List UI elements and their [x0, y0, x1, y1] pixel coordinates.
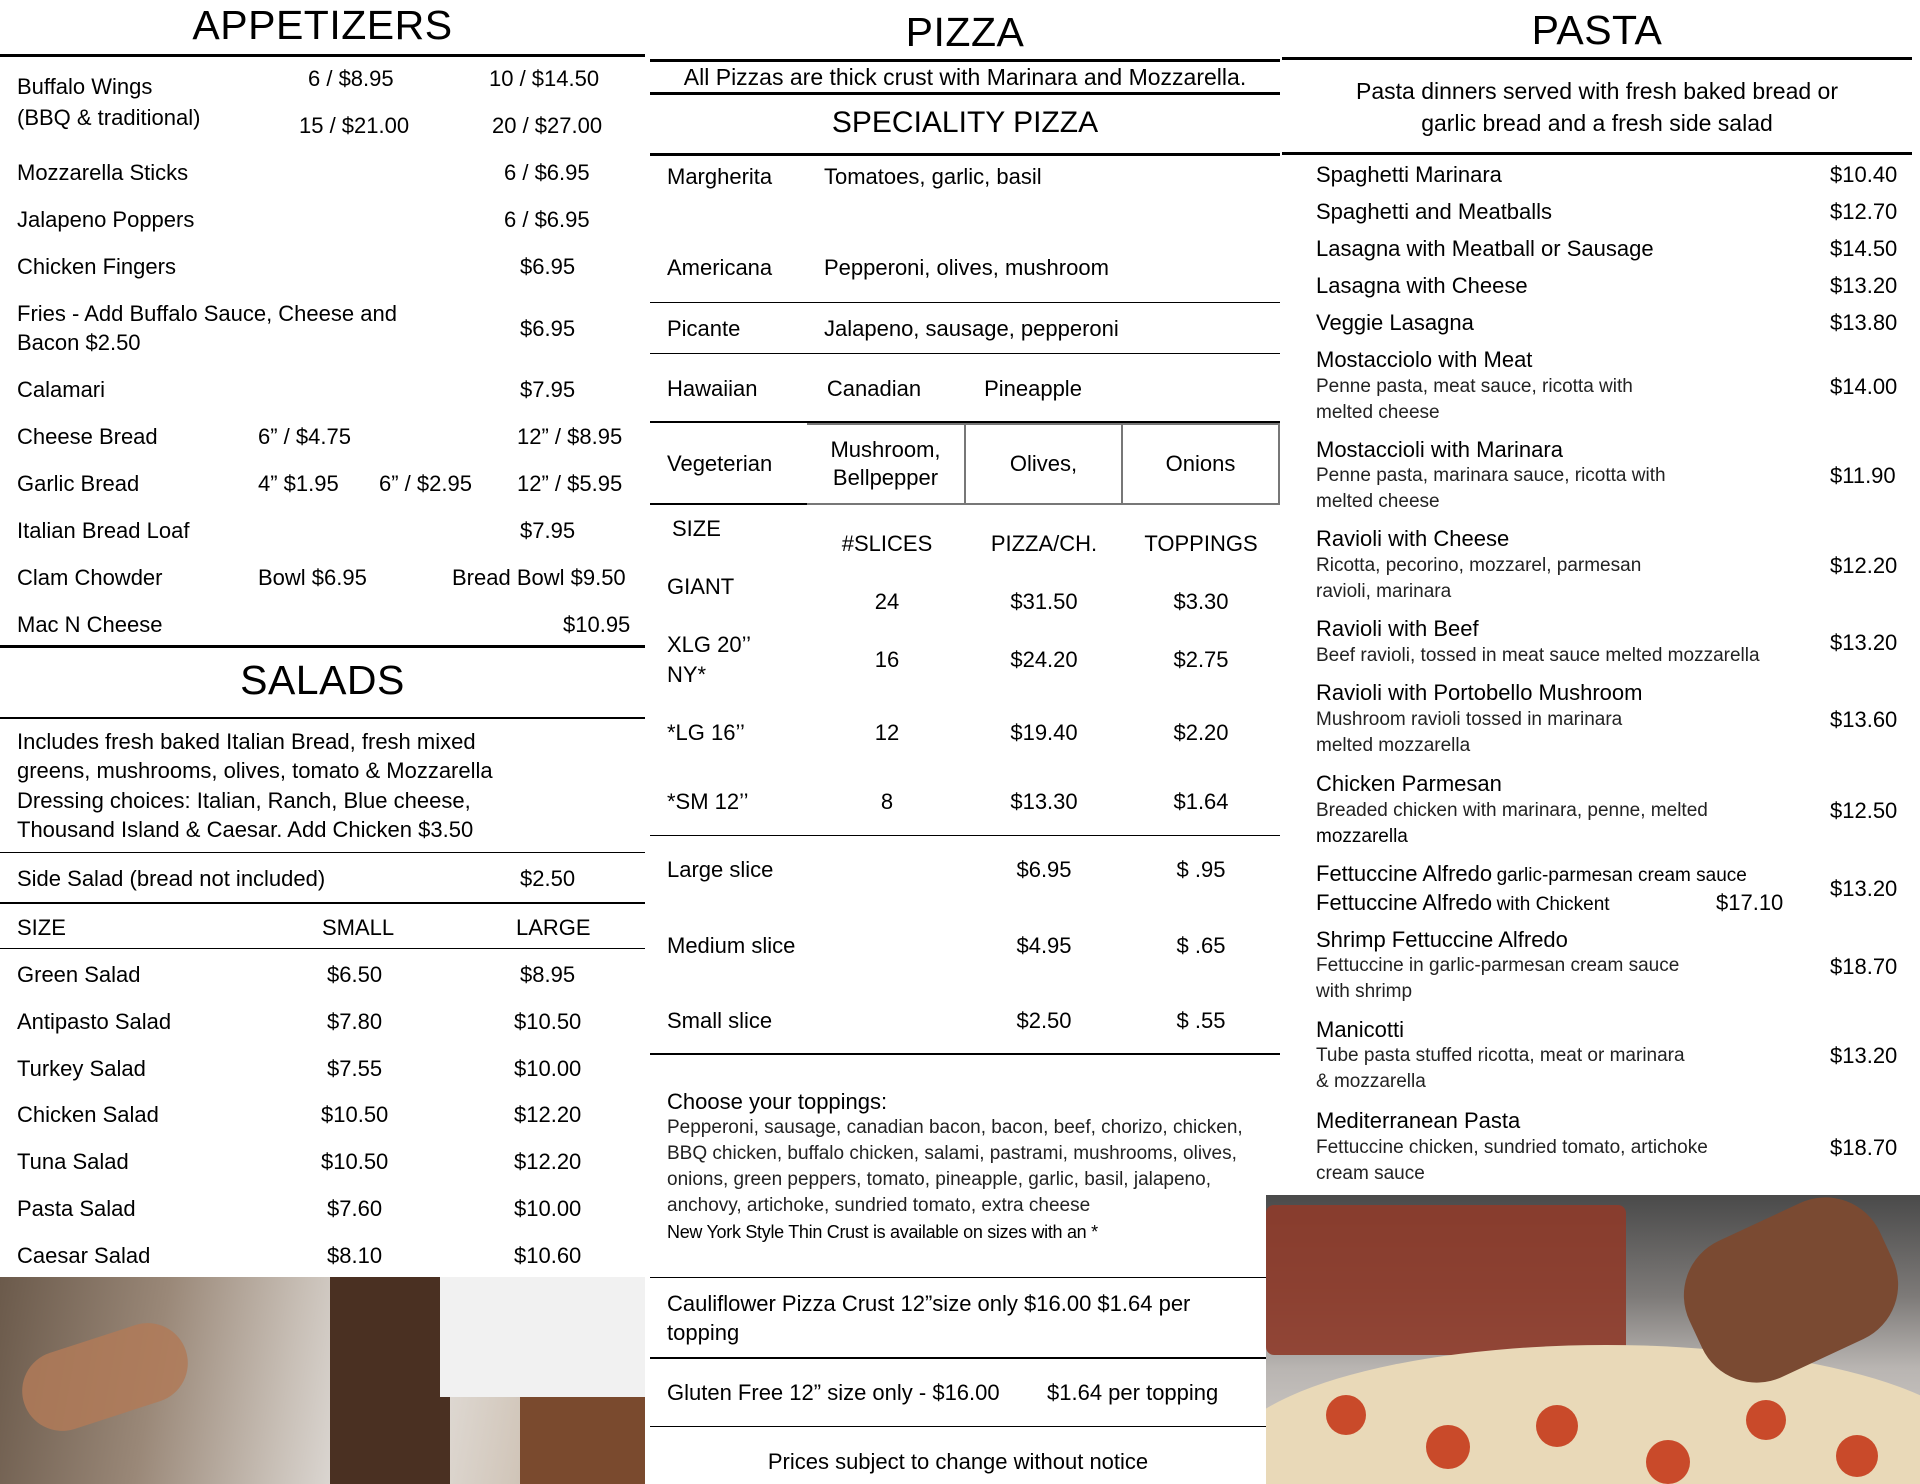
- fettuccine-chicken-row: [1316, 890, 1610, 916]
- vegeterian-name: Vegeterian: [667, 451, 773, 476]
- divider: [0, 852, 645, 853]
- oven-shape: [520, 1397, 645, 1484]
- arm-shape: [330, 1277, 450, 1484]
- garlic-bread-price-4: 4” $1.95: [258, 471, 339, 496]
- size-label-note: NY*: [667, 662, 707, 687]
- slice-name: Large slice: [667, 857, 774, 882]
- pepperoni-shape: [1326, 1395, 1366, 1435]
- mediterranean-pasta-name: Mediterranean Pasta: [1316, 1108, 1521, 1133]
- size-label: *SM 12’’: [667, 789, 749, 814]
- hawaiian-topping-2: Pineapple: [984, 376, 1082, 401]
- salad-name: Caesar Salad: [17, 1243, 151, 1268]
- buffalo-price-20: 20 / $27.00: [492, 113, 603, 138]
- salad-small-price: $8.10: [327, 1243, 383, 1268]
- salad-large-price: $10.00: [514, 1196, 582, 1221]
- fettuccine-alfredo-desc: garlic-parmesan cream sauce: [1496, 865, 1747, 886]
- pepperoni-shape: [1646, 1440, 1690, 1484]
- cauliflower-crust-line-2: topping: [667, 1320, 740, 1345]
- vegeterian-topping-3: Onions: [1165, 451, 1236, 476]
- size-slices: 8: [880, 789, 894, 814]
- salads-desc-line-3: Dressing choices: Italian, Ranch, Blue cheese,: [17, 788, 471, 813]
- divider: [650, 353, 1280, 354]
- pasta-title: PASTA: [1531, 7, 1663, 53]
- divider: [0, 54, 645, 57]
- margherita-name: Margherita: [667, 164, 773, 189]
- pasta-intro-line-1: Pasta dinners served with fresh baked bread or: [1356, 78, 1838, 104]
- divider: [650, 302, 1280, 303]
- pasta-item-price: $13.80: [1830, 310, 1898, 335]
- toppings-title: Choose your toppings:: [667, 1089, 888, 1114]
- salad-large-price: $10.00: [514, 1056, 582, 1081]
- buffalo-wings-subtitle: (BBQ & traditional): [17, 105, 201, 130]
- speciality-pizza-title: SPECIALITY PIZZA: [831, 106, 1099, 139]
- americana-name: Americana: [667, 255, 773, 280]
- cheese-bread-name: Cheese Bread: [17, 424, 158, 449]
- fettuccine-alfredo-name: Fettuccine Alfredo: [1316, 861, 1493, 886]
- size-header: SIZE: [672, 516, 721, 541]
- pasta-intro-line-2: garlic bread and a fresh side salad: [1421, 110, 1773, 136]
- size-topping-price: $1.64: [1173, 789, 1229, 814]
- size-price: $31.50: [1010, 589, 1078, 614]
- price-change-notice: Prices subject to change without notice: [767, 1449, 1149, 1474]
- calamari-name: Calamari: [17, 377, 106, 402]
- buffalo-wings-name: Buffalo Wings: [17, 74, 153, 99]
- divider: [0, 902, 645, 904]
- slice-topping-price: $ .55: [1176, 1008, 1226, 1033]
- size-label: *LG 16’’: [667, 720, 745, 745]
- vegeterian-topping-2-cell: [964, 423, 1123, 505]
- ny-style-note: New York Style Thin Crust is available on sizes with an *: [667, 1222, 1098, 1242]
- toppings-line-3: onions, green peppers, tomato, pineapple, garlic, basil, jalapeno,: [667, 1169, 1211, 1190]
- divider: [650, 92, 1280, 95]
- fettuccine-chicken-desc: with Chickent: [1496, 894, 1610, 915]
- divider: [0, 717, 645, 719]
- salad-name: Chicken Salad: [17, 1102, 159, 1127]
- pasta-item-name: Veggie Lasagna: [1316, 310, 1474, 335]
- mostaccioli-meat-name: Mostacciolo with Meat: [1316, 347, 1533, 372]
- slice-topping-price: $ .65: [1176, 933, 1226, 958]
- salad-large-price: $12.20: [514, 1149, 582, 1174]
- divider: [650, 1357, 1266, 1359]
- gluten-free-topping-price: $1.64 per topping: [1047, 1380, 1219, 1405]
- salad-small-price: $6.50: [327, 962, 383, 987]
- manicotti-price: $13.20: [1830, 1043, 1898, 1068]
- divider: [0, 948, 645, 949]
- ravioli-cheese-desc-2: ravioli, marinara: [1316, 581, 1452, 602]
- pasta-item-name: Lasagna with Meatball or Sausage: [1316, 236, 1654, 261]
- ravioli-portobello-desc-2: melted mozzarella: [1316, 735, 1471, 756]
- pepperoni-shape: [1836, 1435, 1878, 1477]
- mostaccioli-marinara-price: $11.90: [1830, 463, 1896, 488]
- fettuccine-alfredo-price: $13.20: [1830, 876, 1898, 901]
- pasta-item-price: $10.40: [1830, 162, 1898, 187]
- margherita-desc: Tomatoes, garlic, basil: [824, 164, 1042, 189]
- mozzarella-sticks-name: Mozzarella Sticks: [17, 160, 189, 185]
- buffalo-price-6: 6 / $8.95: [308, 66, 394, 91]
- shrimp-fettuccine-name: Shrimp Fettuccine Alfredo: [1316, 927, 1568, 952]
- fries-name: Fries - Add Buffalo Sauce, Cheese and: [17, 301, 397, 326]
- mostaccioli-meat-desc-1: Penne pasta, meat sauce, ricotta with: [1316, 376, 1633, 397]
- salads-title: SALADS: [240, 657, 405, 703]
- toppings-header: TOPPINGS: [1144, 531, 1258, 556]
- divider: [0, 645, 645, 648]
- ravioli-beef-desc: Beef ravioli, tossed in meat sauce melted mozzarella: [1316, 645, 1760, 666]
- ravioli-portobello-desc-1: Mushroom ravioli tossed in marinara: [1316, 709, 1623, 730]
- slice-topping-price: $ .95: [1176, 857, 1226, 882]
- size-topping-price: $2.75: [1173, 647, 1229, 672]
- size-slices: 24: [874, 589, 900, 614]
- mac-n-cheese-name: Mac N Cheese: [17, 612, 163, 637]
- buffalo-price-10: 10 / $14.50: [489, 66, 600, 91]
- size-topping-price: $2.20: [1173, 720, 1229, 745]
- mediterranean-pasta-desc-1: Fettuccine chicken, sundried tomato, artichoke: [1316, 1137, 1708, 1158]
- jalapeno-poppers-price: 6 / $6.95: [504, 207, 590, 232]
- divider: [650, 59, 1280, 62]
- divider: [650, 1053, 1280, 1055]
- hand-shape: [12, 1313, 198, 1442]
- salad-large-price: $12.20: [514, 1102, 582, 1127]
- salad-name: Turkey Salad: [17, 1056, 146, 1081]
- salad-name: Pasta Salad: [17, 1196, 136, 1221]
- shrimp-fettuccine-price: $18.70: [1830, 954, 1898, 979]
- fettuccine-alfredo-row: [1316, 861, 1747, 887]
- appetizers-salads-column: [0, 0, 645, 1484]
- fries-addon: Bacon $2.50: [17, 330, 141, 355]
- side-salad-price: $2.50: [520, 866, 576, 891]
- toppings-line-1: Pepperoni, sausage, canadian bacon, bacon, beef, chorizo, chicken,: [667, 1117, 1243, 1138]
- manicotti-name: Manicotti: [1316, 1017, 1405, 1042]
- garlic-bread-price-6: 6” / $2.95: [379, 471, 472, 496]
- salads-desc-line-2: greens, mushrooms, olives, tomato & Mozzarella: [17, 758, 493, 783]
- mediterranean-pasta-desc-2: cream sauce: [1316, 1163, 1425, 1184]
- clam-chowder-bowl-price: Bowl $6.95: [258, 565, 367, 590]
- size-label: GIANT: [667, 574, 735, 599]
- chicken-fingers-name: Chicken Fingers: [17, 254, 176, 279]
- chicken-fingers-price: $6.95: [520, 254, 576, 279]
- chicken-parmesan-price: $12.50: [1830, 798, 1898, 823]
- slice-name: Small slice: [667, 1008, 773, 1033]
- pasta-item-price: $14.50: [1830, 236, 1898, 261]
- size-topping-price: $3.30: [1173, 589, 1229, 614]
- salad-small-price: $10.50: [321, 1149, 389, 1174]
- toppings-line-4: anchovy, artichoke, sundried tomato, extra cheese: [667, 1195, 1091, 1216]
- hawaiian-name: Hawaiian: [667, 376, 758, 401]
- divider: [650, 153, 1280, 156]
- salads-desc-line-4: Thousand Island & Caesar. Add Chicken $3.50: [17, 817, 474, 842]
- pizza-price-header: PIZZA/CH.: [990, 531, 1098, 556]
- divider: [650, 1277, 1266, 1278]
- cheese-bread-price-6: 6” / $4.75: [258, 424, 351, 449]
- mostaccioli-meat-desc-2: melted cheese: [1316, 402, 1440, 423]
- clam-chowder-name: Clam Chowder: [17, 565, 163, 590]
- appetizers-title: APPETIZERS: [192, 2, 453, 48]
- calamari-price: $7.95: [520, 377, 576, 402]
- vegeterian-topping-1b: Bellpepper: [832, 465, 939, 490]
- pasta-item-name: Spaghetti Marinara: [1316, 162, 1502, 187]
- ravioli-cheese-desc-1: Ricotta, pecorino, mozzarel, parmesan: [1316, 555, 1642, 576]
- salad-large-price: $10.60: [514, 1243, 582, 1268]
- size-price: $19.40: [1010, 720, 1078, 745]
- salad-small-price: $7.55: [327, 1056, 383, 1081]
- size-slices: 12: [874, 720, 900, 745]
- mostaccioli-marinara-name: Mostaccioli with Marinara: [1316, 437, 1563, 462]
- ravioli-cheese-name: Ravioli with Cheese: [1316, 526, 1510, 551]
- shrimp-fettuccine-desc-2: with shrimp: [1316, 981, 1413, 1002]
- sauce-pan-shape: [1266, 1205, 1626, 1355]
- salad-size-header: SIZE: [17, 915, 66, 940]
- side-salad-name: Side Salad (bread not included): [17, 866, 326, 891]
- salad-small-price: $10.50: [321, 1102, 389, 1127]
- vegeterian-topping-2: Olives,: [1009, 451, 1078, 476]
- size-price: $24.20: [1010, 647, 1078, 672]
- size-slices: 16: [874, 647, 900, 672]
- pepperoni-shape: [1536, 1405, 1578, 1447]
- mozzarella-sticks-price: 6 / $6.95: [504, 160, 590, 185]
- apron-shape: [440, 1277, 645, 1397]
- pizza-column: [650, 0, 1280, 1484]
- salad-large-header: LARGE: [516, 915, 591, 940]
- salad-small-header: SMALL: [322, 915, 395, 940]
- chef-photo: [0, 1277, 645, 1484]
- mostaccioli-meat-price: $14.00: [1830, 374, 1898, 399]
- slice-name: Medium slice: [667, 933, 796, 958]
- pasta-item-name: Spaghetti and Meatballs: [1316, 199, 1553, 224]
- clam-chowder-breadbowl-price: Bread Bowl $9.50: [452, 565, 626, 590]
- pepperoni-shape: [1426, 1425, 1470, 1469]
- vegeterian-topping-3-cell: [1121, 423, 1280, 505]
- ravioli-beef-price: $13.20: [1830, 630, 1898, 655]
- size-label: XLG 20’’: [667, 632, 751, 657]
- toppings-line-2: BBQ chicken, buffalo chicken, salami, pastrami, mushrooms, olives,: [667, 1143, 1237, 1164]
- buffalo-price-15: 15 / $21.00: [299, 113, 410, 138]
- slice-price: $4.95: [1016, 933, 1072, 958]
- mostaccioli-marinara-desc-2: melted cheese: [1316, 491, 1440, 512]
- mostaccioli-marinara-desc-1: Penne pasta, marinara sauce, ricotta with: [1316, 465, 1666, 486]
- mediterranean-pasta-price: $18.70: [1830, 1135, 1898, 1160]
- salads-desc-line-1: Includes fresh baked Italian Bread, fresh mixed: [17, 729, 476, 754]
- vegeterian-topping-1-cell: [807, 423, 966, 505]
- divider: [650, 503, 807, 505]
- slices-header: #SLICES: [841, 531, 933, 556]
- gluten-free-price: Gluten Free 12” size only - $16.00: [667, 1380, 1000, 1405]
- salad-small-price: $7.60: [327, 1196, 383, 1221]
- salad-name: Green Salad: [17, 962, 141, 987]
- salad-name: Antipasto Salad: [17, 1009, 172, 1034]
- pasta-item-price: $13.20: [1830, 273, 1898, 298]
- ravioli-cheese-price: $12.20: [1830, 553, 1898, 578]
- garlic-bread-price-12: 12” / $5.95: [517, 471, 623, 496]
- divider: [1282, 57, 1912, 60]
- pepperoni-shape: [1746, 1400, 1786, 1440]
- shrimp-fettuccine-desc-1: Fettuccine in garlic-parmesan cream sauce: [1316, 955, 1680, 976]
- divider: [650, 835, 1280, 836]
- fries-price: $6.95: [520, 316, 576, 341]
- ravioli-portobello-name: Ravioli with Portobello Mushroom: [1316, 680, 1643, 705]
- chicken-parmesan-desc-1: Breaded chicken with marinara, penne, melted: [1316, 800, 1708, 821]
- fettuccine-chicken-price: $17.10: [1716, 890, 1784, 915]
- garlic-bread-name: Garlic Bread: [17, 471, 140, 496]
- mac-n-cheese-price: $10.95: [563, 612, 631, 637]
- manicotti-desc-2: & mozzarella: [1316, 1071, 1426, 1092]
- chicken-parmesan-name: Chicken Parmesan: [1316, 771, 1502, 796]
- salad-large-price: $10.50: [514, 1009, 582, 1034]
- manicotti-desc-1: Tube pasta stuffed ricotta, meat or marinara: [1316, 1045, 1685, 1066]
- slice-price: $6.95: [1016, 857, 1072, 882]
- italian-bread-loaf-price: $7.95: [520, 518, 576, 543]
- chicken-parmesan-desc-2: mozzarella: [1316, 826, 1408, 847]
- fettuccine-chicken-name: Fettuccine Alfredo: [1316, 890, 1493, 915]
- pasta-item-name: Lasagna with Cheese: [1316, 273, 1528, 298]
- cheese-bread-price-12: 12” / $8.95: [517, 424, 623, 449]
- picante-name: Picante: [667, 316, 741, 341]
- salad-small-price: $7.80: [327, 1009, 383, 1034]
- salad-large-price: $8.95: [520, 962, 576, 987]
- divider: [650, 1426, 1266, 1427]
- divider: [1282, 152, 1912, 155]
- italian-bread-loaf-name: Italian Bread Loaf: [17, 518, 190, 543]
- ravioli-portobello-price: $13.60: [1830, 707, 1898, 732]
- size-price: $13.30: [1010, 789, 1078, 814]
- americana-desc: Pepperoni, olives, mushroom: [824, 255, 1109, 280]
- pizza-title: PIZZA: [905, 9, 1025, 55]
- pizza-subtitle: All Pizzas are thick crust with Marinara and Mozzarella.: [683, 64, 1247, 90]
- pizza-photo: [1266, 1195, 1920, 1484]
- slice-price: $2.50: [1016, 1008, 1072, 1033]
- vegeterian-topping-1a: Mushroom,: [830, 437, 941, 462]
- hawaiian-topping-1: Canadian: [826, 376, 922, 401]
- ravioli-beef-name: Ravioli with Beef: [1316, 616, 1479, 641]
- jalapeno-poppers-name: Jalapeno Poppers: [17, 207, 195, 232]
- pasta-item-price: $12.70: [1830, 199, 1898, 224]
- cauliflower-crust-line-1: Cauliflower Pizza Crust 12”size only $16.00 $1.64 per: [667, 1291, 1191, 1316]
- salad-name: Tuna Salad: [17, 1149, 129, 1174]
- picante-desc: Jalapeno, sausage, pepperoni: [824, 316, 1119, 341]
